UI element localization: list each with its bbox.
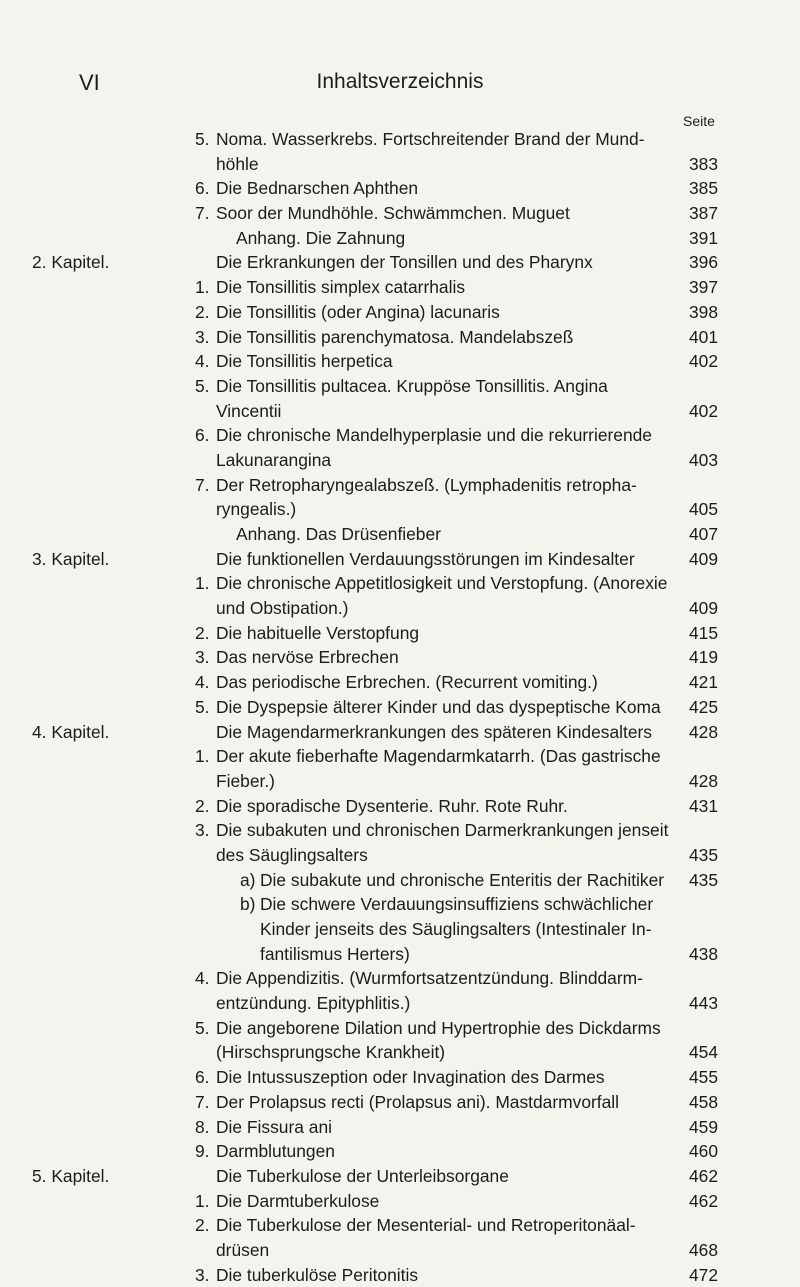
entry-text: Die Tonsillitis simplex catarrhalis	[216, 277, 466, 298]
entry-page: 462	[688, 1190, 718, 1211]
entry-text: Die schwere Verdauungsinsuffiziens schwächlicher	[260, 894, 654, 915]
entry-text: drüsen	[216, 1239, 270, 1260]
entry-page: 383	[688, 153, 718, 174]
toc-line	[0, 621, 800, 646]
entry-page: 425	[688, 696, 718, 717]
toc-line	[0, 818, 800, 843]
entry-text: höhle	[216, 153, 259, 174]
toc-line	[0, 152, 800, 177]
entry-page: 460	[688, 1141, 718, 1162]
entry-page: 385	[688, 178, 718, 199]
entry-number: 6.	[195, 1067, 210, 1088]
entry-text: Lakunarangina	[216, 449, 332, 470]
entry-text: fantilismus Herters)	[260, 943, 410, 964]
entry-sub-letter: b)	[240, 894, 256, 915]
entry-number: 4.	[195, 351, 210, 372]
toc-line	[0, 645, 800, 670]
entry-text: (Hirschsprungsche Krankheit)	[216, 1042, 446, 1063]
entry-text: Die Fissura ani	[216, 1116, 332, 1137]
entry-number: 2.	[195, 1215, 210, 1236]
toc-line	[0, 868, 800, 893]
entry-text: Die Tonsillitis (oder Angina) lacunaris	[216, 301, 500, 322]
entry-text: entzündung. Epityphlitis.)	[216, 993, 411, 1014]
toc-line	[0, 1040, 800, 1065]
entry-text: Die Tonsillitis pultacea. Kruppöse Tonsillitis. Angina	[216, 375, 608, 396]
entry-page: 401	[688, 326, 718, 347]
toc-line	[0, 300, 800, 325]
entry-text: Die chronische Appetitlosigkeit und Verstopfung. (Anorexie	[216, 573, 668, 594]
toc-line	[0, 349, 800, 374]
entry-number: 7.	[195, 474, 210, 495]
entry-page: 435	[688, 869, 718, 890]
chapter-label: 4. Kapitel.	[32, 721, 110, 742]
entry-text: Anhang. Das Drüsenfieber	[236, 524, 441, 544]
toc-line	[0, 448, 800, 473]
toc-line	[0, 1263, 800, 1287]
page-column-label: Seite	[683, 113, 715, 129]
entry-text: Der Retropharyngealabszeß. (Lymphadenitis retropha-	[216, 474, 637, 495]
entry-text: Die Appendizitis. (Wurmfortsatzentzündung. Blinddarm-	[216, 968, 643, 989]
entry-text: Die Dyspepsie älterer Kinder und das dyspeptische Koma	[216, 696, 661, 717]
toc-line	[0, 497, 800, 522]
entry-page: 409	[688, 548, 718, 569]
entry-text: Die habituelle Verstopfung	[216, 622, 420, 643]
toc-line	[0, 201, 800, 226]
page-number: VI	[79, 70, 100, 95]
entry-number: 4.	[195, 672, 210, 693]
entry-page: 415	[688, 622, 718, 643]
entry-number: 2.	[195, 622, 210, 643]
toc-line	[0, 226, 800, 251]
entry-text: Die Tonsillitis herpetica	[216, 351, 393, 372]
entry-number: 1.	[195, 746, 210, 767]
entry-page: 387	[688, 203, 718, 224]
toc-line	[0, 127, 800, 152]
entry-page: 419	[688, 647, 718, 668]
entry-page: 403	[688, 449, 718, 470]
entry-text: Die Bednarschen Aphthen	[216, 178, 419, 199]
entry-text: Vincentii	[216, 400, 282, 421]
entry-text: Die angeborene Dilation und Hypertrophie des Dickdarms	[216, 1017, 661, 1038]
entry-page: 455	[688, 1067, 718, 1088]
entry-text: Der akute fieberhafte Magendarmkatarrh. (Das gastrische	[216, 746, 661, 767]
toc-line	[0, 596, 800, 621]
entry-text: und Obstipation.)	[216, 598, 349, 619]
toc-line	[0, 1016, 800, 1041]
toc-line	[0, 374, 800, 399]
entry-page: 428	[688, 770, 718, 791]
toc-line	[0, 571, 800, 596]
entry-text: Soor der Mundhöhle. Schwämmchen. Muguet	[216, 203, 570, 224]
entry-page: 398	[688, 301, 718, 322]
toc-line	[0, 1238, 800, 1263]
entry-text: Noma. Wasserkrebs. Fortschreitender Brand der Mund-	[216, 129, 645, 149]
entry-text: Die subakute und chronische Enteritis der Rachitiker	[260, 869, 665, 890]
entry-text: Die Intussuszeption oder Invagination des Darmes	[216, 1067, 605, 1088]
entry-page: 462	[688, 1165, 718, 1186]
entry-page: 468	[688, 1239, 718, 1260]
entry-text: Die Tuberkulose der Mesenterial- und Retroperitonäal-	[216, 1215, 636, 1236]
entry-page: 397	[688, 277, 718, 298]
entry-text: Darmblutungen	[216, 1141, 335, 1162]
entry-text: Kinder jenseits des Säuglingsalters (Intestinaler In-	[260, 919, 652, 939]
entry-page: 472	[688, 1264, 718, 1285]
entry-page: 458	[688, 1091, 718, 1112]
entry-text: Der Prolapsus recti (Prolapsus ani). Mastdarmvorfall	[216, 1091, 620, 1112]
entry-number: 1.	[195, 573, 210, 594]
entry-page: 405	[688, 499, 718, 520]
entry-page: 431	[688, 795, 718, 816]
entry-text: Die Tonsillitis parenchymatosa. Mandelabszeß	[216, 326, 574, 347]
toc-line	[0, 250, 800, 275]
toc-line	[0, 769, 800, 794]
entry-number: 3.	[195, 820, 210, 841]
page-title: Inhaltsverzeichnis	[316, 70, 484, 93]
toc-line	[0, 1139, 800, 1164]
table-of-contents	[0, 127, 800, 1287]
entry-text: des Säuglingsalters	[216, 844, 368, 865]
entry-text: Das periodische Erbrechen. (Recurrent vomiting.)	[216, 672, 598, 693]
entry-page: 402	[688, 400, 718, 421]
entry-number: 3.	[195, 1264, 210, 1285]
entry-number: 3.	[195, 326, 210, 347]
entry-page: 407	[688, 524, 718, 544]
toc-line	[0, 942, 800, 967]
entry-page: 428	[688, 721, 718, 742]
toc-line	[0, 325, 800, 350]
entry-number: 8.	[195, 1116, 210, 1137]
toc-line	[0, 275, 800, 300]
toc-line	[0, 1065, 800, 1090]
entry-number: 5.	[195, 1017, 210, 1038]
entry-page: 438	[688, 943, 718, 964]
entry-page: 402	[688, 351, 718, 372]
toc-line	[0, 991, 800, 1016]
toc-line	[0, 966, 800, 991]
toc-line	[0, 843, 800, 868]
toc-line	[0, 917, 800, 942]
entry-page: 459	[688, 1116, 718, 1137]
entry-number: 9.	[195, 1141, 210, 1162]
toc-line	[0, 399, 800, 424]
entry-number: 5.	[195, 375, 210, 396]
entry-number: 4.	[195, 968, 210, 989]
entry-page: 435	[688, 844, 718, 865]
entry-text: Das nervöse Erbrechen	[216, 647, 399, 668]
entry-page: 443	[688, 993, 718, 1014]
entry-page: 421	[688, 672, 718, 693]
entry-text: Die chronische Mandelhyperplasie und die rekurrierende	[216, 425, 652, 446]
entry-number: 7.	[195, 203, 210, 224]
entry-text: Die sporadische Dysenterie. Ruhr. Rote Ruhr.	[216, 795, 568, 816]
entry-number: 5.	[195, 129, 210, 149]
entry-number: 7.	[195, 1091, 210, 1112]
entry-page: 391	[688, 227, 718, 248]
toc-line	[0, 176, 800, 201]
toc-line	[0, 695, 800, 720]
entry-number: 6.	[195, 178, 210, 199]
entry-sub-letter: a)	[240, 869, 256, 890]
toc-line	[0, 720, 800, 745]
chapter-title: Die funktionellen Verdauungsstörungen im Kindesalter	[216, 548, 635, 569]
toc-line	[0, 547, 800, 572]
chapter-label: 2. Kapitel.	[32, 252, 110, 273]
toc-line	[0, 1115, 800, 1140]
toc-line	[0, 522, 800, 547]
entry-number: 6.	[195, 425, 210, 446]
entry-number: 5.	[195, 696, 210, 717]
chapter-title: Die Erkrankungen der Tonsillen und des Pharynx	[216, 252, 593, 273]
entry-number: 2.	[195, 301, 210, 322]
entry-text: Die Darmtuberkulose	[216, 1190, 380, 1211]
chapter-label: 5. Kapitel.	[32, 1165, 110, 1186]
entry-number: 1.	[195, 1190, 210, 1211]
chapter-label: 3. Kapitel.	[32, 548, 110, 569]
toc-line	[0, 892, 800, 917]
toc-line	[0, 423, 800, 448]
toc-line	[0, 670, 800, 695]
entry-number: 2.	[195, 795, 210, 816]
toc-line	[0, 1213, 800, 1238]
entry-text: Die subakuten und chronischen Darmerkrankungen jenseit	[216, 820, 669, 841]
entry-text: Anhang. Die Zahnung	[236, 227, 406, 248]
entry-text: ryngealis.)	[216, 499, 297, 520]
entry-page: 409	[688, 598, 718, 619]
toc-line	[0, 1090, 800, 1115]
chapter-title: Die Tuberkulose der Unterleibsorgane	[216, 1165, 509, 1186]
toc-line	[0, 1164, 800, 1189]
toc-line	[0, 1189, 800, 1214]
toc-line	[0, 473, 800, 498]
entry-text: Fieber.)	[216, 770, 275, 791]
toc-line	[0, 794, 800, 819]
entry-text: Die tuberkulöse Peritonitis	[216, 1264, 419, 1285]
entry-page: 454	[688, 1042, 718, 1063]
entry-number: 3.	[195, 647, 210, 668]
entry-number: 1.	[195, 277, 210, 298]
toc-line	[0, 744, 800, 769]
entry-page: 396	[688, 252, 718, 273]
chapter-title: Die Magendarmerkrankungen des späteren Kindesalters	[216, 721, 652, 742]
